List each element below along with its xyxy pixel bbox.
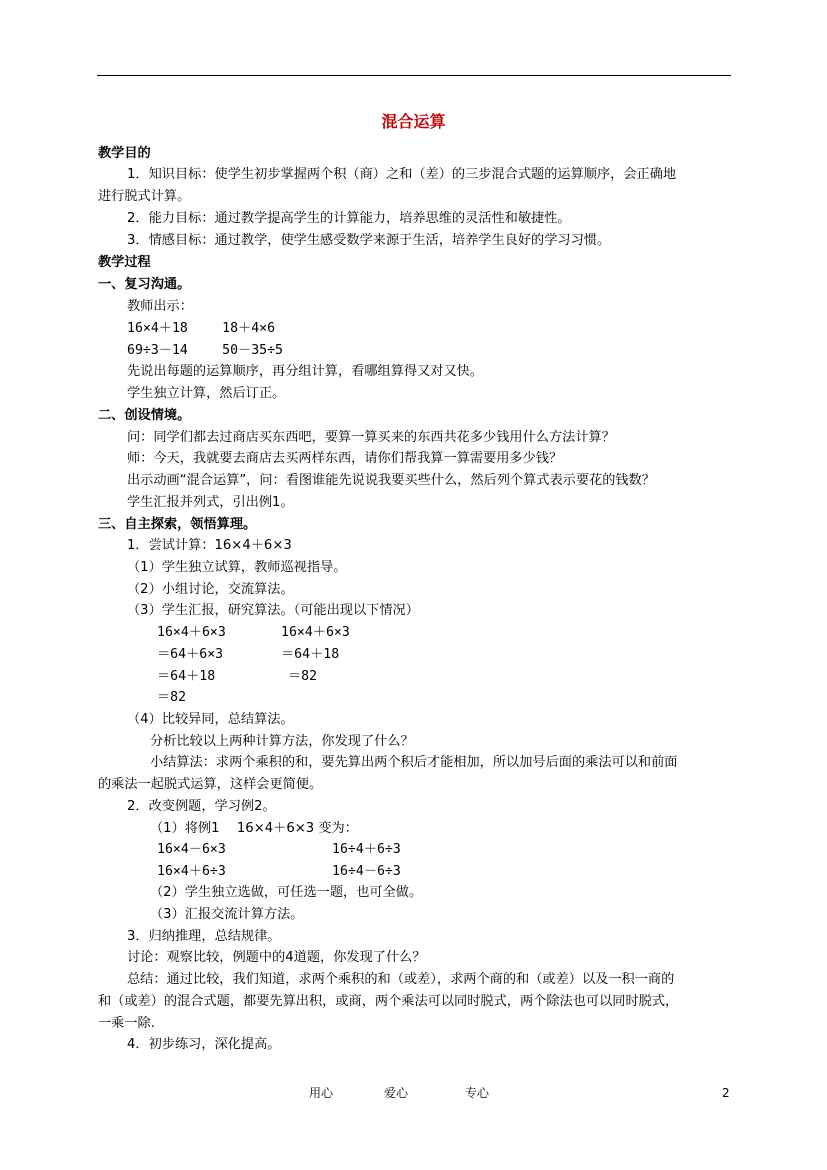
text-line: 教师出示： bbox=[127, 299, 193, 314]
math-expression: 16×4＋6×3 bbox=[281, 625, 350, 640]
section-heading: 二、创设情境。 bbox=[98, 408, 191, 423]
text-line: 1．知识目标：使学生初步掌握两个积（商）之和（差）的三步混合式题的运算顺序，会正确地 bbox=[127, 167, 677, 182]
page-title: 混合运算 bbox=[381, 112, 446, 131]
math-expression: 16×4＋18 18＋4×6 bbox=[127, 321, 276, 336]
text-line: （2）学生独立选做，可任选一题，也可全做。 bbox=[150, 885, 423, 900]
text-line: 师：今天，我就要去商店去买两样东西，请你们帮我算一算需要用多少钱？ bbox=[127, 451, 563, 466]
page-number: 2 bbox=[722, 1086, 730, 1100]
text-line: 先说出每题的运算顺序，再分组计算，看哪组算得又对又快。 bbox=[127, 364, 484, 379]
text-line: 学生汇报并列式，引出例1。 bbox=[127, 495, 294, 510]
text-line: 3．归纳推理，总结规律。 bbox=[127, 929, 281, 944]
text-line: 2．改变例题，学习例2。 bbox=[127, 799, 276, 814]
text-line: （3）汇报交流计算方法。 bbox=[150, 907, 304, 922]
math-expression: ＝64＋6×3 bbox=[157, 647, 224, 662]
math-expression: 16÷4－6÷3 bbox=[332, 864, 401, 879]
text-line: 分析比较以上两种计算方法，你发现了什么？ bbox=[150, 734, 414, 749]
text-line: 4．初步练习，深化提高。 bbox=[127, 1037, 281, 1052]
text-line: （1）学生独立试算，教师巡视指导。 bbox=[127, 560, 347, 575]
section-heading: 一、复习沟通。 bbox=[98, 277, 191, 292]
math-expression: ＝64＋18 bbox=[281, 647, 340, 662]
math-expression: 69÷3－14 50－35÷5 bbox=[127, 343, 283, 358]
math-expression: ＝82 bbox=[157, 690, 187, 705]
header-rule bbox=[97, 75, 731, 76]
footer-word-2: 爱心 bbox=[384, 1086, 409, 1100]
text-line: 讨论：观察比较，例题中的4道题，你发现了什么？ bbox=[127, 950, 426, 965]
text-line: （1）将例1 16×4＋6×3 变为： bbox=[150, 821, 358, 836]
section-heading: 教学过程 bbox=[98, 255, 151, 270]
text-line: 2．能力目标：通过教学提高学生的计算能力，培养思维的灵活性和敏捷性。 bbox=[127, 211, 571, 226]
math-expression: ＝64＋18 bbox=[157, 669, 216, 684]
section-heading: 教学目的 bbox=[98, 146, 151, 161]
text-line: 学生独立计算，然后订正。 bbox=[127, 386, 286, 401]
text-line: （2）小组讨论，交流算法。 bbox=[127, 582, 294, 597]
text-line: 出示动画“混合运算”，问：看图谁能先说说我要买些什么，然后列个算式表示要花的钱数？ bbox=[127, 473, 655, 488]
text-line: 一乘一除. bbox=[98, 1016, 155, 1031]
math-expression: 16×4＋6÷3 bbox=[157, 864, 226, 879]
text-line: 的乘法一起脱式运算，这样会更简便。 bbox=[98, 777, 323, 792]
text-line: 1．尝试计算：16×4＋6×3 bbox=[127, 538, 292, 553]
text-line: 进行脱式计算。 bbox=[98, 189, 191, 204]
footer-word-3: 专心 bbox=[465, 1086, 490, 1100]
text-line: 问：同学们都去过商店买东西吧，要算一算买来的东西共花多少钱用什么方法计算？ bbox=[127, 430, 615, 445]
text-line: 小结算法：求两个乘积的和，要先算出两个积后才能相加，所以加号后面的乘法可以和前面 bbox=[150, 755, 678, 770]
text-line: 总结：通过比较，我们知道，求两个乘积的和（或差），求两个商的和（或差）以及一积一商的 bbox=[127, 972, 675, 987]
text-line: 3．情感目标：通过教学，使学生感受数学来源于生活，培养学生良好的学习习惯。 bbox=[127, 233, 611, 248]
math-expression: 16×4－6×3 bbox=[157, 842, 226, 857]
math-expression: 16÷4＋6÷3 bbox=[332, 842, 401, 857]
math-expression: ＝82 bbox=[288, 669, 318, 684]
text-line: （3）学生汇报，研究算法。（可能出现以下情况） bbox=[127, 603, 419, 618]
text-line: 和（或差）的混合式题，都要先算出积，或商，两个乘法可以同时脱式，两个除法也可以同时脱式， bbox=[98, 994, 679, 1009]
math-expression: 16×4＋6×3 bbox=[157, 625, 226, 640]
footer-word-1: 用心 bbox=[309, 1086, 334, 1100]
text-line: （4）比较异同，总结算法。 bbox=[127, 712, 294, 727]
section-heading: 三、自主探索，领悟算理。 bbox=[98, 517, 257, 532]
